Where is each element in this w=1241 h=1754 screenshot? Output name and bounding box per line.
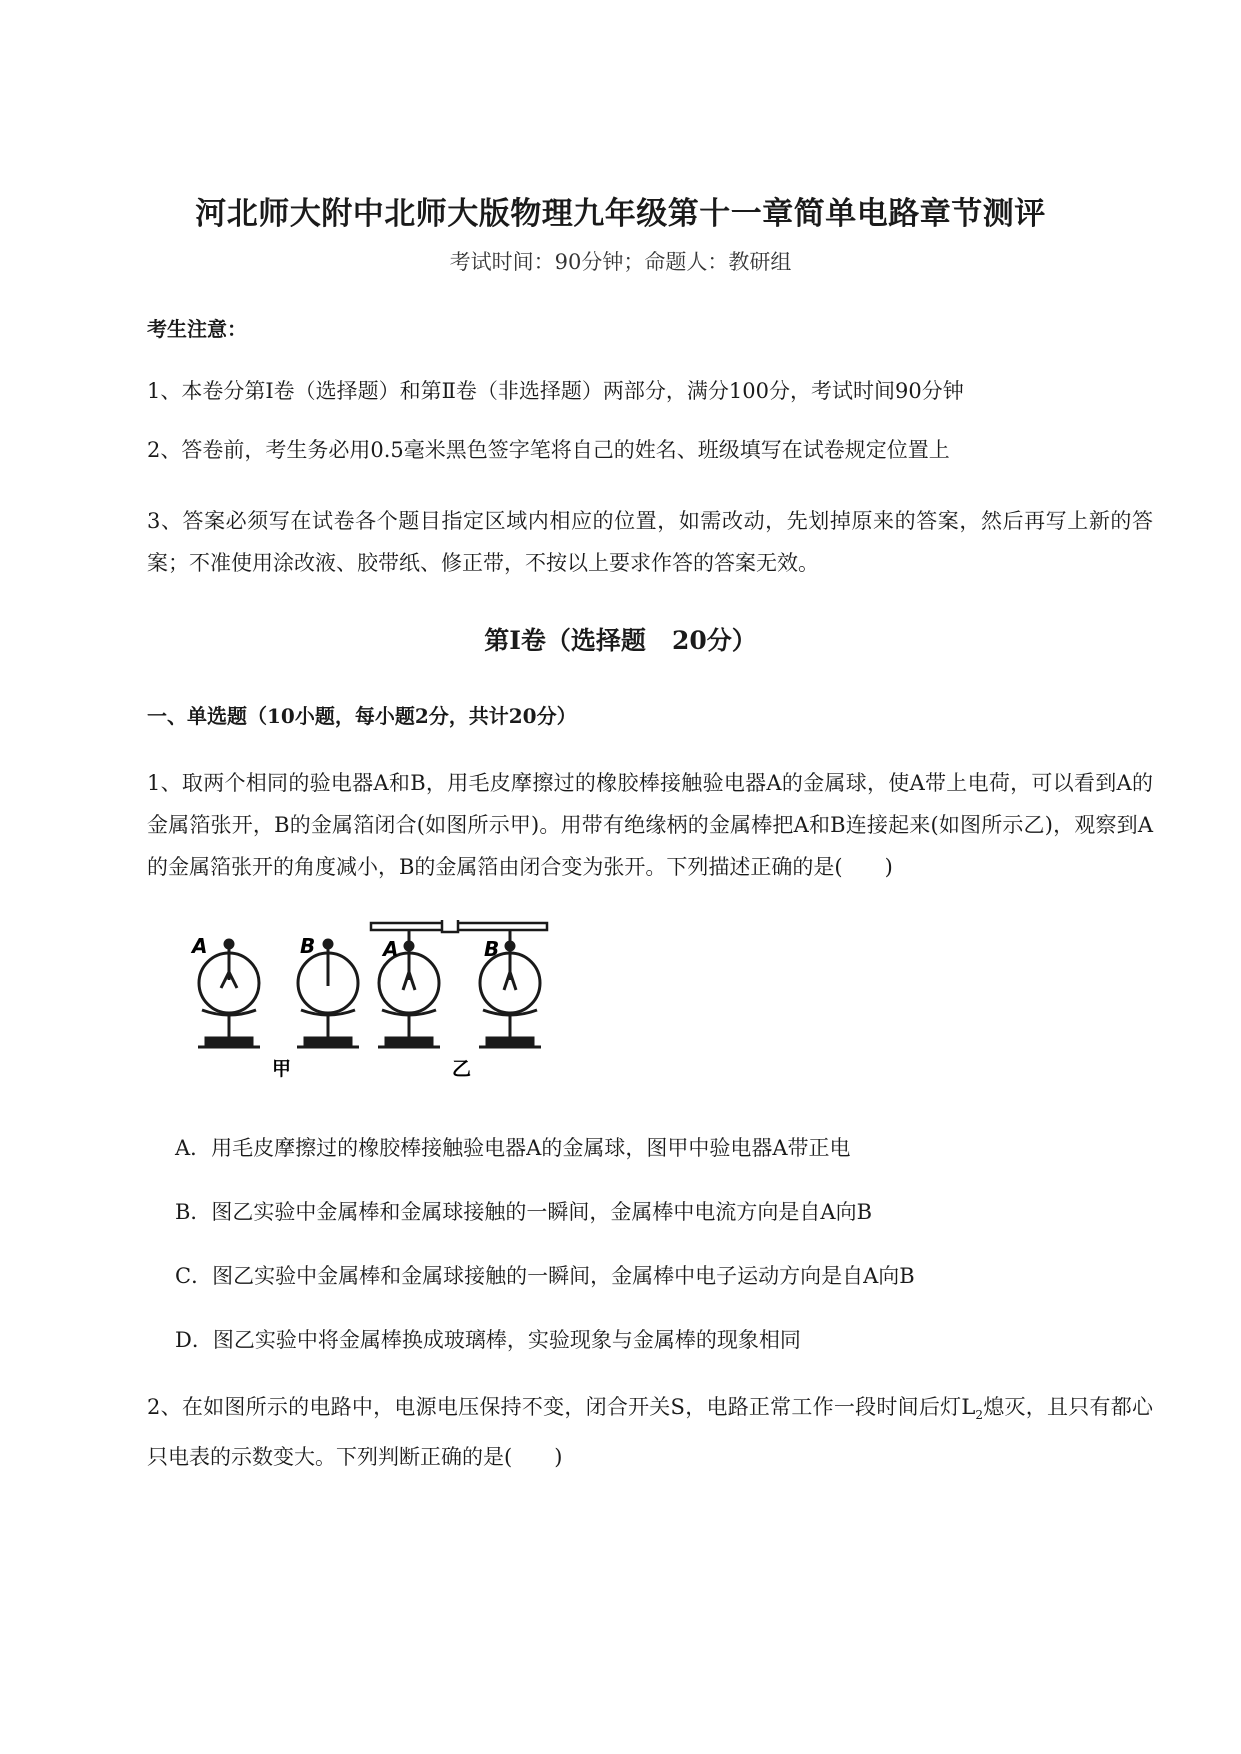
part-heading: 一、单选题（10小题，每小题2分，共计20分）	[147, 704, 577, 728]
exam-info: 考试时间：90分钟；命题人：教研组	[449, 250, 792, 274]
question-1-stem: 1、取两个相同的验电器A和B，用毛皮摩擦过的橡胶棒接触验电器A的金属球，使A带上电荷，可以看到A的金属箔张开，B的金属箔闭合(如图所示甲)。用带有绝缘柄的金属棒把A和B连接起来(如图所示乙)，观察到A的金属箔张开的角度减小，B的金属箔由闭合变为张开。下列描述正确的是( )	[147, 771, 1153, 879]
figure-label-a-jia: A	[192, 934, 208, 958]
notice-heading: 考生注意：	[147, 317, 247, 341]
question-2-stem-end: 熄灭，且只有都心只电表的示数变大。下列判断正确的是( )	[147, 1395, 1153, 1470]
metal-rod	[371, 920, 547, 932]
notice-item-3: 3、答案必须写在试卷各个题目指定区域内相应的位置，如需改动，先划掉原来的答案，然后再写上新的答案；不准使用涂改液、胶带纸、修正带，不按以上要求作答的答案无效。	[147, 509, 1153, 575]
figure-label-b-yi: B	[484, 937, 500, 961]
question-2-stem-start: 2、在如图所示的电路中，电源电压保持不变，闭合开关S，电路正常工作一段时间后灯L	[147, 1395, 976, 1419]
section-title: 第I卷（选择题 20分）	[484, 626, 757, 655]
question-2-stem	[147, 1386, 1153, 1478]
electroscope-figure	[180, 920, 620, 1085]
question-1-option-b: B．图乙实验中金属棒和金属球接触的一瞬间，金属棒中电流方向是自A向B	[175, 1200, 873, 1224]
question-2-subscript: 2	[975, 1408, 984, 1423]
figure-caption-jia: 甲	[272, 1058, 292, 1080]
figure-label-b-jia: B	[300, 934, 316, 958]
question-1-option-a: A．用毛皮摩擦过的橡胶棒接触验电器A的金属球，图甲中验电器A带正电	[175, 1136, 851, 1160]
figure-label-a-yi: A	[383, 937, 399, 961]
page-title: 河北师大附中北师大版物理九年级第十一章简单电路章节测评	[195, 196, 1046, 232]
question-1-option-d: D．图乙实验中将金属棒换成玻璃棒，实验现象与金属棒的现象相同	[175, 1328, 801, 1352]
question-1-option-c: C．图乙实验中金属棒和金属球接触的一瞬间，金属棒中电子运动方向是自A向B	[175, 1264, 915, 1288]
notice-item-1: 1、本卷分第I卷（选择题）和第Ⅱ卷（非选择题）两部分，满分100分，考试时间90分钟	[147, 379, 964, 403]
notice-item-2: 2、答卷前，考生务必用0.5毫米黑色签字笔将自己的姓名、班级填写在试卷规定位置上	[147, 438, 950, 462]
figure-caption-yi: 乙	[452, 1058, 472, 1080]
